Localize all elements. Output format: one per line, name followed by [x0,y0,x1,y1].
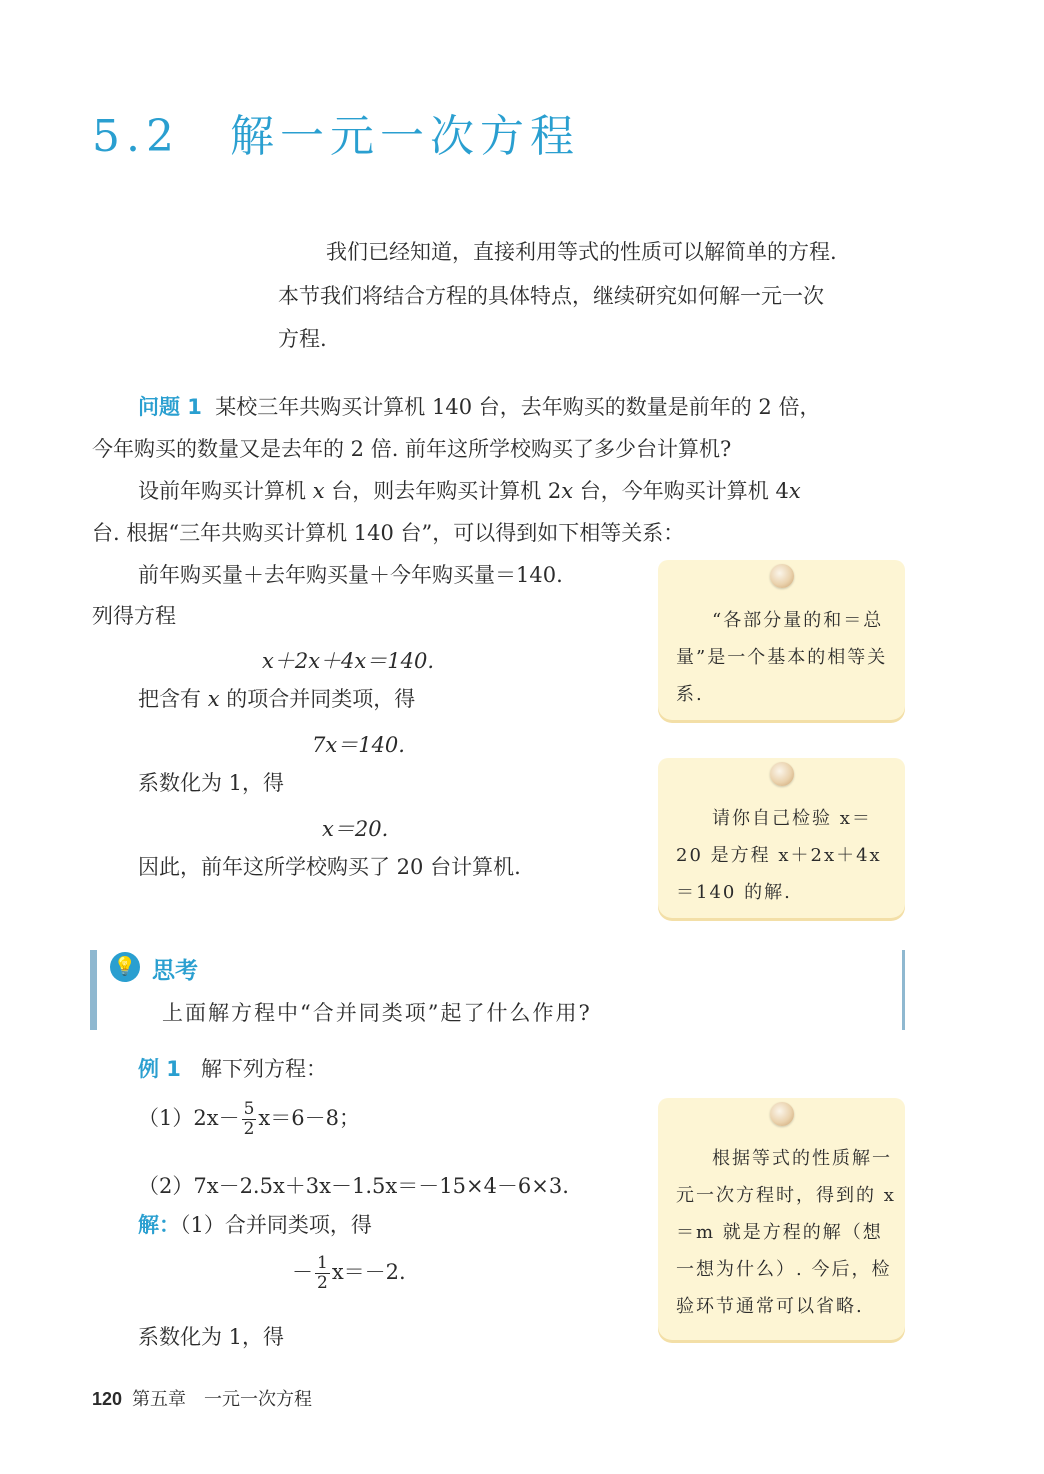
chapter-title: 第五章 一元一次方程 [132,1389,313,1410]
think-box-left-bar [90,950,97,1030]
example-coefficient-line: 系数化为 1，得 [138,1325,285,1349]
setup-text-a: 设前年购买计算机 [138,479,313,503]
eq-part: （1）2x－ [138,1106,240,1130]
relation-line: 前年购买量＋去年购买量＋今年购买量＝140. [138,563,563,587]
note-2-text: 请你自己检验 x＝20 是方程 x＋2x＋4x＝140 的解. [676,808,882,903]
fraction-denominator: 2 [317,1273,328,1293]
pin-icon [770,1102,794,1126]
eq-part: － [292,1260,313,1284]
combine-text-a: 把含有 [138,687,208,711]
example1-label: 例 1 [138,1057,181,1081]
solution-equation [292,1254,406,1293]
section-title: 5.2 解一元一次方程 [92,111,580,162]
setup-line-1 [138,476,801,506]
setup-text-b: 台，则去年购买计算机 2 [324,479,562,503]
note-card-2 [658,758,905,918]
example1-line [138,1054,327,1084]
fraction-denominator: 2 [243,1119,255,1139]
equation-2: 7x＝140. [312,733,405,757]
eq-part: x＝6－8； [258,1106,360,1130]
note-3-text: 根据等式的性质解一元一次方程时，得到的 x＝m 就是方程的解（想一想为什么）. 今后，检验环节通常可以省略. [676,1148,896,1317]
problem1-line-1 [138,392,820,422]
eq-part: x＝－2. [331,1260,406,1284]
problem-2-equation: （2）7x－2.5x＋3x－1.5x＝－15×4－6×3. [138,1174,569,1198]
coefficient-line: 系数化为 1，得 [138,771,285,795]
fraction [315,1254,330,1293]
think-question: 上面解方程中“合并同类项”起了什么作用? [162,1001,592,1025]
var-x: x [207,687,220,711]
list-equation-label: 列得方程 [92,604,176,628]
conclusion-line: 因此，前年这所学校购买了 20 台计算机. [138,855,521,879]
page-number: 120 [92,1389,123,1409]
combine-line [138,684,415,714]
intro-line-1: 我们已经知道，直接利用等式的性质可以解简单的方程. [326,240,837,264]
equation-1: x＋2x＋4x＝140. [262,649,435,673]
solution-line [138,1210,372,1240]
solution-text: （1）合并同类项，得 [180,1213,372,1237]
fraction-numerator: 5 [243,1099,255,1119]
var-x: x [561,479,574,503]
think-box-right-bar [902,950,905,1030]
note-1-text: “各部分量的和＝总量”是一个基本的相等关系. [676,610,888,705]
solution-label: 解： [138,1213,180,1237]
problem-1-equation [138,1100,360,1139]
pin-icon [770,564,794,588]
note-card-3 [658,1098,905,1340]
var-x: x [788,479,801,503]
var-x: x [312,479,325,503]
example1-task: 解下列方程： [200,1057,327,1081]
pin-icon [770,762,794,786]
intro-line-3: 方程. [278,327,327,351]
setup-line-2: 台. 根据“三年共购买计算机 140 台”，可以得到如下相等关系： [92,521,685,545]
page-footer [92,1385,312,1411]
lightbulb-icon: 💡 [110,952,140,982]
note-card-1 [658,560,905,720]
equation-3: x＝20. [322,817,389,841]
problem1-label: 问题 1 [138,395,202,419]
intro-line-2: 本节我们将结合方程的具体特点，继续研究如何解一元一次 [278,284,824,308]
problem1-text-1: 某校三年共购买计算机 140 台，去年购买的数量是前年的 2 倍， [215,395,821,419]
combine-text-b: 的项合并同类项，得 [219,687,416,711]
fraction [242,1100,257,1139]
fraction-numerator: 1 [317,1253,328,1273]
think-title: 思考 [152,958,198,984]
setup-text-c: 台，今年购买计算机 4 [573,479,789,503]
problem1-line-2: 今年购买的数量又是去年的 2 倍. 前年这所学校购买了多少台计算机? [92,437,732,461]
